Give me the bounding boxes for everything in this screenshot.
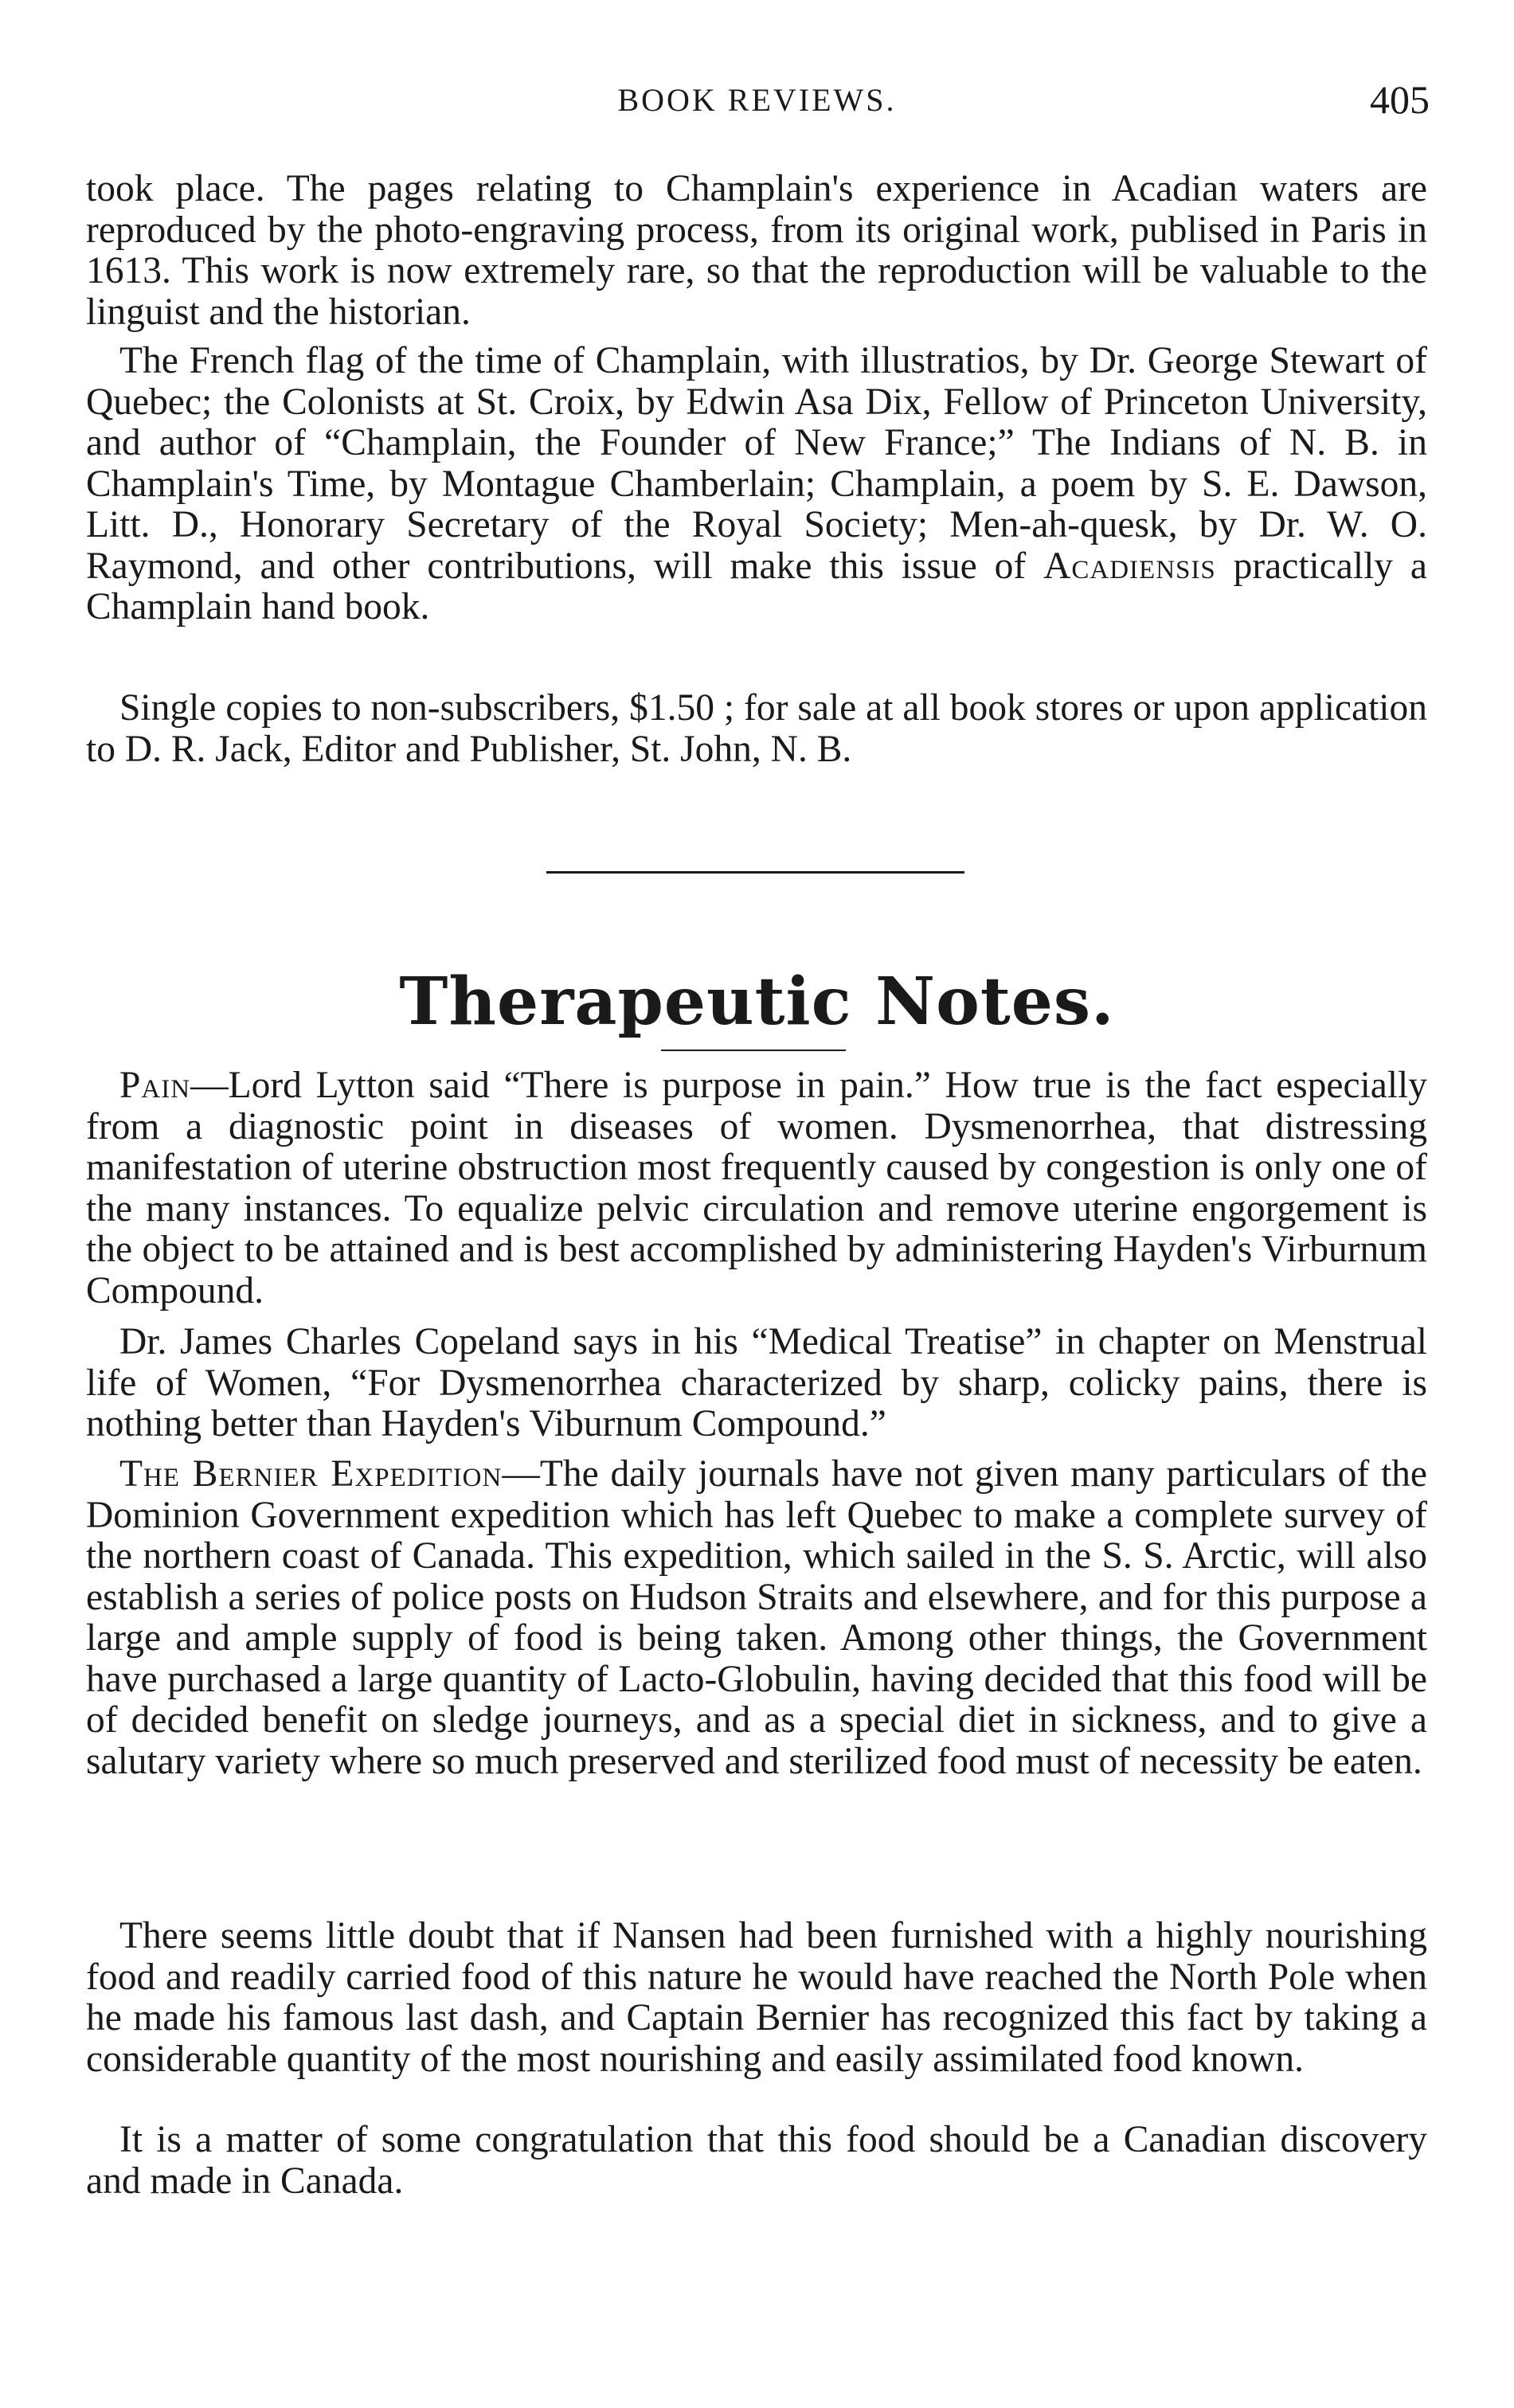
review-paragraph-2-end: practically a Champlain hand book. xyxy=(86,545,1427,627)
pain-paragraph xyxy=(86,1065,1427,1312)
pain-text: —Lord Lytton said “There is purpose in pain.” How true is the fact especially from a diagnostic point in diseases of women. Dysmenorrhea, that distressing manifestation of uterine obstruction most frequently caused by congestion is only one of the many instances. To equalize pelvic circulation and remove uterine engorgement is the object to be attained and is best accomplished by administering Hayden's Virburnum Compound. xyxy=(86,1065,1427,1312)
congratulation-paragraph: It is a matter of some congratulation that this food should be a Canadian discovery and made in Canada. xyxy=(86,2119,1427,2202)
bernier-paragraph xyxy=(86,1454,1427,1782)
section-divider xyxy=(546,871,964,874)
section-title: Therapeutic Notes. xyxy=(399,964,1115,1040)
review-paragraph-2-text: The French flag of the time of Champlain, with illustratios, by Dr. George Stewart of Quebec; the Colonists at St. Croix, by Edwin Asa Dix, Fellow of Princeton University, and author of “Champlain, the Founder of New France;” The Indians of N. B. in Champlain's Time, by Montague Chamberlain; Champlain, a poem by S. E. Dawson, Litt. D., Honorary Secretary of the Royal Society; Men-ah-quesk, by Dr. W. O. Raymond, and other contributions, will make this issue of xyxy=(86,340,1427,587)
pain-lead: Pain xyxy=(119,1065,191,1106)
running-head xyxy=(0,77,1514,129)
journal-name: Acadiensis xyxy=(1043,545,1216,587)
review-paragraph-1: took place. The pages relating to Champlain's experience in Acadian waters are reproduced by the photo-engraving process, from its original work, publised in Paris in 1613. This work is now extremely rare, so that the reproduction will be valuable to the linguist and the historian. xyxy=(86,168,1427,333)
title-underline xyxy=(661,1050,846,1051)
copeland-paragraph: Dr. James Charles Copeland says in his “Medical Treatise” in chapter on Menstrual life of Women, “For Dysmenorrhea characterized by sharp, colicky pains, there is nothing better than Hayden's Viburnum Compound.” xyxy=(86,1321,1427,1444)
bernier-text: —The daily journals have not given many particulars of the Dominion Government expedition which has left Quebec to make a complete survey of the northern coast of Canada. This expedition, which sailed in the S. S. Arctic, will also establish a series of police posts on Hudson Straits and elsewhere, and for this purpose a large and ample supply of food is being taken. Among other things, the Government have purchased a large quantity of Lacto-Globulin, having decided that this food will be of decided benefit on sledge journeys, and as a special diet in sickness, and to give a salutary variety where so much preserved and sterilized food must of necessity be eaten. xyxy=(86,1453,1427,1782)
nansen-paragraph: There seems little doubt that if Nansen had been furnished with a highly nourishing food and readily carried food of this nature he would have reached the North Pole when he made his famous last dash, and Captain Bernier has recognized this fact by taking a considerable quantity of the most nourishing and easily assimilated food known. xyxy=(86,1915,1427,2080)
running-title: BOOK REVIEWS. xyxy=(617,82,897,118)
review-paragraph-3: Single copies to non-subscribers, $1.50 ; for sale at all book stores or upon application to D. R. Jack, Editor and Publisher, St. John, N. B. xyxy=(86,687,1427,770)
page-number: 405 xyxy=(1370,77,1430,122)
review-paragraph-2 xyxy=(86,341,1427,628)
bernier-lead: The Bernier Expedition xyxy=(119,1453,503,1495)
